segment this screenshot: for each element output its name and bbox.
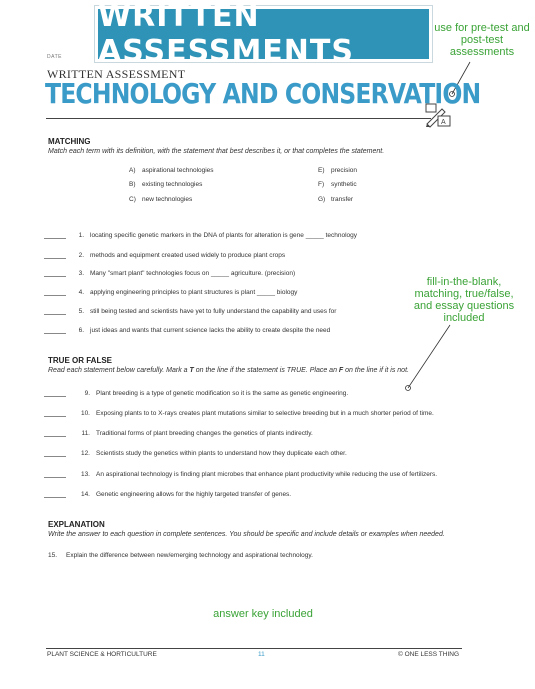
truefalse-heading: TRUE OR FALSE bbox=[48, 356, 113, 365]
matching-question: 5. still being tested and scientists have yet to fully understand the capability and uses for bbox=[44, 306, 336, 315]
worksheet-subtitle: WRITTEN ASSESSMENT bbox=[47, 67, 186, 81]
truefalse-question: 13. An aspirational technology is finding plant microbes that enhance plant productivity while reducing the use of fertilizers. bbox=[44, 469, 437, 478]
option-a: A) aspirational technologies bbox=[129, 167, 214, 174]
truefalse-question: 11. Traditional forms of plant breeding changes the genetics of plants indirectly. bbox=[44, 428, 313, 437]
answer-blank[interactable] bbox=[44, 268, 66, 277]
truefalse-instructions: Read each statement below carefully. Mark a T on the line if the statement is TRUE. Place an F on the line if it is not. bbox=[48, 367, 409, 374]
footer-copyright: © ONE LESS THING bbox=[398, 651, 460, 658]
answer-blank[interactable] bbox=[44, 448, 66, 457]
answer-blank[interactable] bbox=[44, 250, 66, 259]
explanation-instructions: Write the answer to each question in complete sentences. You should be specific and include details or examples when needed. bbox=[48, 531, 445, 538]
pencil-ruler-icon bbox=[424, 102, 454, 128]
answer-blank[interactable] bbox=[44, 428, 66, 437]
truefalse-question: 12. Scientists study the genetics within plants to understand how they duplicate each other. bbox=[44, 448, 347, 457]
matching-question: 2. methods and equipment created used widely to produce plant crops bbox=[44, 250, 285, 259]
matching-question: 4. applying engineering principles to plant structures is plant _____ biology bbox=[44, 287, 297, 296]
option-c: C) new technologies bbox=[129, 196, 193, 203]
title-rule bbox=[46, 118, 431, 119]
truefalse-question: 14. Genetic engineering allows for the highly targeted transfer of genes. bbox=[44, 489, 291, 498]
option-f: F) synthetic bbox=[318, 181, 357, 188]
answer-blank[interactable] bbox=[44, 306, 66, 315]
matching-question: 6. just ideas and wants that current science lacks the ability to create despite the need bbox=[44, 325, 330, 334]
answer-blank[interactable] bbox=[44, 408, 66, 417]
page-number: 11 bbox=[258, 651, 265, 658]
answer-blank[interactable] bbox=[44, 489, 66, 498]
matching-heading: MATCHING bbox=[48, 137, 91, 146]
truefalse-question: 10. Exposing plants to to X-rays creates plant mutations similar to selective breeding but in a much shorter period of time. bbox=[44, 408, 434, 417]
answer-key-callout: answer key included bbox=[213, 608, 313, 620]
svg-text:A: A bbox=[441, 119, 446, 126]
pretest-callout: use for pre-test and post-test assessments bbox=[434, 22, 530, 58]
answer-blank[interactable] bbox=[44, 388, 66, 397]
explanation-heading: EXPLANATION bbox=[48, 520, 105, 529]
answer-blank[interactable] bbox=[44, 469, 66, 478]
matching-instructions: Match each term with its definition, with the statement that best describes it, or that completes the statement. bbox=[48, 148, 385, 155]
option-g: G) transfer bbox=[318, 196, 354, 203]
option-e: E) precision bbox=[318, 167, 358, 174]
matching-question: 1. locating specific genetic markers in the DNA of plants for alteration is gene _____ technology bbox=[44, 230, 357, 239]
explanation-question: 15. Explain the difference between new/emerging technology and aspirational technology. bbox=[48, 552, 313, 559]
footer-rule bbox=[46, 648, 462, 649]
answer-blank[interactable] bbox=[44, 287, 66, 296]
answer-blank[interactable] bbox=[44, 230, 66, 239]
question-types-callout: fill-in-the-blank, matching, true/false, and essay questions included bbox=[413, 276, 515, 324]
page-title: TECHNOLOGY AND CONSERVATION bbox=[45, 77, 481, 110]
answer-blank[interactable] bbox=[44, 325, 66, 334]
option-b: B) existing technologies bbox=[129, 181, 203, 188]
footer-course: PLANT SCIENCE & HORTICULTURE bbox=[47, 651, 157, 658]
matching-question: 3. Many "smart plant" technologies focus on _____ agriculture. (precision) bbox=[44, 268, 295, 277]
date-label: DATE bbox=[47, 54, 62, 60]
banner-text: WRITTEN ASSESSMENTS bbox=[98, 0, 354, 69]
truefalse-question: 9. Plant breeding is a type of genetic modification so it is the same as genetic engineering. bbox=[44, 388, 348, 397]
